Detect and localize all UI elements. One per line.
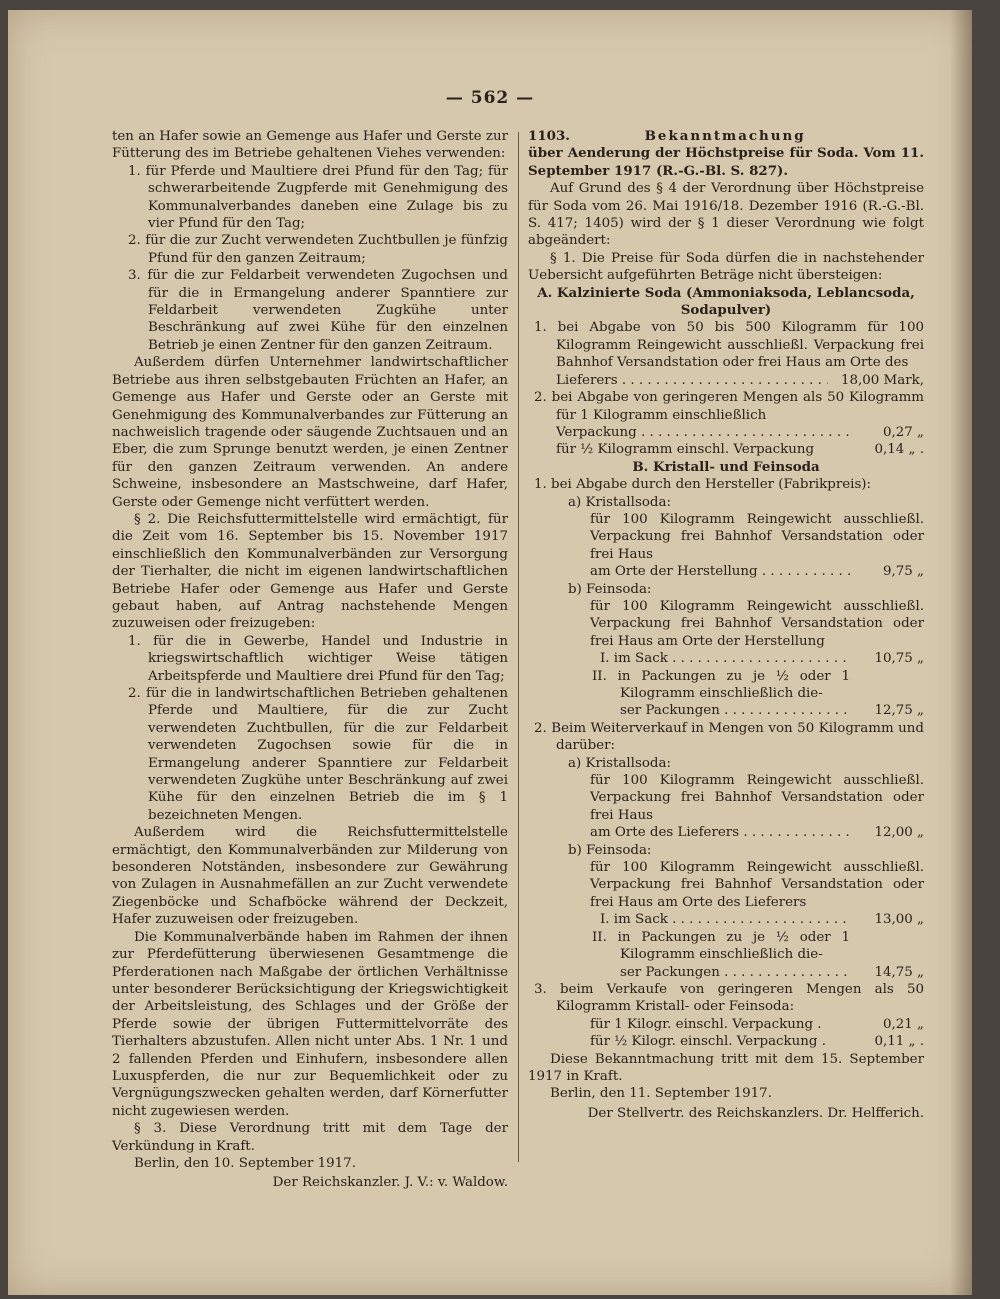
paragraph-section-1: § 1. Die Preise für Soda dürfen die in nachstehender Uebersicht aufgeführten Beträge nicht übersteigen: — [528, 250, 924, 284]
price-item-text: 3. beim Verkaufe von geringeren Mengen als 50 Kilogramm Kristall- oder Feinsoda: — [534, 981, 924, 1015]
date-line: Berlin, den 11. September 1917. — [550, 1086, 772, 1102]
price-label: Lieferers . . . — [556, 372, 828, 389]
right-column — [528, 128, 924, 1122]
left-column — [112, 128, 508, 1192]
price-label: Verpackung . . . — [556, 424, 850, 441]
price-row — [528, 911, 924, 928]
price-item-text: 2. bei Abgabe von geringeren Mengen als 50 Kilogramm für 1 Kilogramm einschließlich — [534, 390, 924, 423]
list-item: 2. für die in landwirtschaftlichen Betrieben gehaltenen Pferde und Maultiere, für die zur Zucht verwendeten Zuchtbullen, für die zur Feldarbeit verwendeten Zugochsen sowie für die in Ermangelung anderer Spanntiere zur Feldarbeit verwendeten Zugkühe unter Beschränkung auf zwei Kühe für den einzelnen Betrieb die im § 1 bezeichneten Mengen. — [128, 686, 508, 823]
paragraph: Die Kommunalverbände haben im Rahmen der ihnen zur Pferdefütterung überwiesenen Gesamtmenge die Pferderationen nach Maßgabe der örtlichen Verhältnisse unter besonderer Berücksichtigung der Kriegswichtigkeit der Arbeitsleistung, des Schlages und der Größe der Pferde sowie der übrigen Futtermittelvorräte des Tierhalters abzustufen. Allen nicht unter Abs. 1 Nr. 1 und 2 fallenden Pferden und Einhufern, insbesondere allen Luxuspferden, die nur zur Bequemlichkeit oder zu Vergnügungszwecken gehalten werden, darf Körnerfutter nicht zugewiesen werden. — [112, 929, 508, 1119]
price-row — [528, 372, 924, 389]
price-value: 9,75 „ — [882, 564, 924, 580]
price-row — [528, 824, 924, 841]
price-row — [528, 1016, 924, 1033]
price-value: 18,00 Mark, — [840, 372, 924, 388]
price-value: 13,00 „ — [874, 912, 924, 928]
section-a-heading: A. Kalzinierte Soda (Ammoniaksoda, Leblancsoda, Sodapulver) — [537, 284, 915, 319]
paragraph: Außerdem wird die Reichsfuttermittelstelle ermächtigt, den Kommunalverbänden zur Milderung von besonderen Notständen, insbesondere zur Gewährung von Zulagen in Ausnahmefällen an zur Zucht verwendete Ziegenböcke und Schafböcke während der Deckzeit, Hafer zuzuweisen oder freizugeben. — [112, 825, 508, 928]
subheading: b) Feinsoda: — [568, 842, 652, 858]
page-number: — 562 — — [445, 88, 535, 108]
price-item-text: 2. Beim Weiterverkauf in Mengen von 50 Kilogramm und darüber: — [534, 720, 924, 754]
price-label: ser Packungen . . . — [620, 702, 850, 719]
section-b-heading: B. Kristall- und Feinsoda — [632, 458, 820, 475]
date-line: Berlin, den 10. September 1917. — [134, 1155, 356, 1171]
price-label: I. im Sack . . . — [600, 911, 850, 928]
price-row — [528, 964, 924, 981]
price-label: ser Packungen . . . — [620, 964, 850, 981]
price-label: für ½ Kilogramm einschl. Verpackung — [556, 442, 815, 458]
price-value: 0,14 „ . — [874, 442, 924, 458]
price-item-text: für 100 Kilogramm Reingewicht ausschließl. Verpackung frei Bahnhof Versandstation oder frei Haus — [590, 511, 924, 562]
price-row — [528, 1033, 924, 1050]
paragraph-section-2: § 2. Die Reichsfuttermittelstelle wird ermächtigt, für die Zeit vom 16. September bis 15. November 1917 einschließlich den Kommunalverbänden zur Versorgung der Tierhalter, die nicht im eigenen landwirtschaftlichen Betriebe Hafer oder Gemenge aus Hafer und Gerste gebaut haben, auf Antrag nachstehende Mengen zuzuweisen oder freizugeben: — [112, 511, 508, 632]
price-row — [528, 441, 924, 458]
signature: Der Reichskanzler. J. V.: v. Waldow. — [272, 1175, 508, 1191]
paragraph: ten an Hafer sowie an Gemenge aus Hafer und Gerste zur Fütterung des im Betriebe gehaltenen Viehes verwenden: — [112, 129, 508, 162]
paragraph: Außerdem dürfen Unternehmer landwirtschaftlicher Betriebe aus ihren selbstgebauten Früchten an Hafer, an Gemenge aus Hafer und Gerste oder an Gerste mit Genehmigung des Kommunalverbandes zur Fütterung an nachweislich tragende oder säugende Zuchtsauen und an Eber, die zum Sprunge benutzt werden, je einen Zentner für den ganzen Zeitraum verwenden. An andere Schweine, insbesondere an Mastschweine, darf Hafer, Gerste oder Gemenge nicht verfüttert werden. — [112, 355, 508, 510]
price-item-text: II. in Packungen zu je ½ oder 1 Kilogramm einschließlich die- — [592, 929, 850, 963]
price-value: 10,75 „ — [874, 651, 924, 667]
paragraph: Auf Grund des § 4 der Verordnung über Höchstpreise für Soda vom 26. Mai 1916/18. Dezember 1916 (R.-G.-Bl. S. 417; 1405) wird der § 1 dieser Verordnung wie folgt abgeändert: — [528, 181, 924, 249]
price-row — [528, 424, 924, 441]
list-item: 3. für die zur Feldarbeit verwendeten Zugochsen und für die in Ermangelung anderer Spanntiere zur Feldarbeit verwendeten Zugkühe unter Beschränkung auf zwei Kühe für den einzelnen Betrieb je einen Zentner für den ganzen Zeitraum. — [128, 268, 508, 353]
price-label: am Orte der Herstellung . . . — [590, 563, 850, 580]
price-row — [528, 650, 924, 667]
price-label: am Orte des Lieferers . . . — [590, 824, 850, 841]
price-item-text: 1. bei Abgabe durch den Hersteller (Fabrikpreis): — [534, 477, 872, 493]
price-row — [528, 702, 924, 719]
subheading: a) Kristallsoda: — [568, 494, 671, 510]
price-value: 12,00 „ — [874, 825, 924, 841]
list-item: 1. für Pferde und Maultiere drei Pfund für den Tag; für schwerarbeitende Zugpferde mit Genehmigung des Kommunalverbandes daneben eine Zulage bis zu vier Pfund für den Tag; — [128, 163, 508, 232]
price-label: für 1 Kilogr. einschl. Verpackung . — [590, 1016, 822, 1032]
announcement-header — [528, 128, 924, 145]
price-label: für ½ Kilogr. einschl. Verpackung . — [590, 1034, 827, 1050]
price-value: 14,75 „ — [874, 964, 924, 980]
paragraph: Diese Bekanntmachung tritt mit dem 15. September 1917 in Kraft. — [528, 1051, 924, 1084]
price-value: 0,27 „ — [882, 424, 924, 440]
announcement-number: 1103. — [528, 128, 570, 144]
price-item-text: 1. bei Abgabe von 50 bis 500 Kilogramm für 100 Kilogramm Reingewicht ausschließl. Verpackung frei Bahnhof Versandstation oder frei Haus am Orte des — [534, 320, 924, 371]
list-item: 2. für die zur Zucht verwendeten Zuchtbullen je fünfzig Pfund für den ganzen Zeitraum; — [128, 233, 508, 266]
price-row — [528, 563, 924, 580]
document-page — [8, 10, 972, 1295]
price-item-text: für 100 Kilogramm Reingewicht ausschließl. Verpackung frei Bahnhof Versandstation oder frei Haus am Orte der Herstellung — [590, 598, 924, 649]
price-item-text: für 100 Kilogramm Reingewicht ausschließl. Verpackung frei Bahnhof Versandstation oder frei Haus am Orte des Lieferers — [590, 860, 924, 910]
price-item-text: II. in Packungen zu je ½ oder 1 Kilogramm einschließlich die- — [592, 668, 850, 701]
announcement-title: Bekanntmachung — [644, 128, 806, 144]
announcement-subtitle: über Aenderung der Höchstpreise für Soda. Vom 11. September 1917 (R.-G.-Bl. S. 827). — [528, 145, 924, 179]
column-divider — [518, 132, 519, 1162]
signature: Der Stellvertr. des Reichskanzlers. Dr. Helfferich. — [587, 1105, 924, 1121]
subheading: b) Feinsoda: — [568, 581, 652, 597]
price-label: I. im Sack . . . — [600, 650, 850, 667]
price-value: 0,11 „ . — [874, 1034, 924, 1050]
price-value: 0,21 „ — [882, 1016, 924, 1032]
list-item: 1. für die in Gewerbe, Handel und Industrie in kriegswirtschaftlich wichtiger Weise tätigen Arbeitspferde und Maultiere drei Pfund für den Tag; — [128, 633, 508, 684]
price-item-text: für 100 Kilogramm Reingewicht ausschließl. Verpackung frei Bahnhof Versandstation oder frei Haus — [590, 773, 924, 823]
paragraph-section-3: § 3. Diese Verordnung tritt mit dem Tage der Verkündung in Kraft. — [112, 1121, 508, 1154]
subheading: a) Kristallsoda: — [568, 755, 671, 771]
price-value: 12,75 „ — [874, 703, 924, 719]
